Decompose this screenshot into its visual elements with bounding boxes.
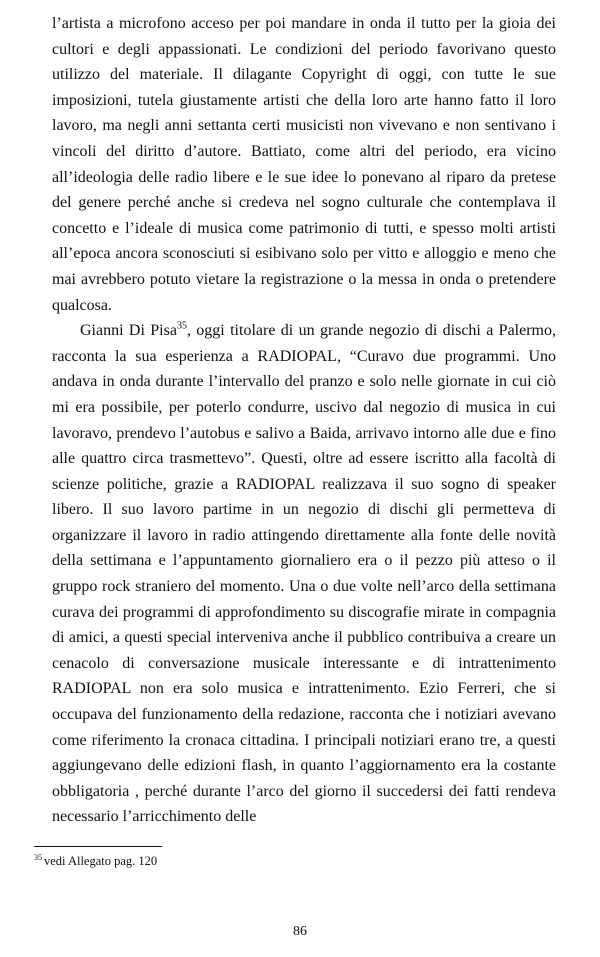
page-number: 86 [293,924,307,939]
footnote-text: vedi Allegato pag. 120 [44,854,158,868]
paragraph-2-lead: Gianni Di Pisa [80,322,177,340]
footnote [34,853,157,869]
footnote-number: 35 [34,852,42,862]
paragraph-2-rest: , oggi titolare di un grande negozio di dischi a Palermo, racconta la sua esperienza a RADIOPAL, “Curavo due programmi. Uno andava in onda durante l’intervallo del pranzo e solo nelle giornate in cui ciò mi era possibile, per poterlo condurre, uscivo dal negozio di musica in cui lavoravo, prendevo l’autobus e salivo a Baida, arrivavo intorno alle due e fino alle quattro circa trasmettevo”. Questi, oltre ad essere iscritto alla facoltà di scienze politiche, grazie a RADIOPAL realizzava il suo sogno di speaker libero. Il suo lavoro partime in un negozio di dischi gli permetteva di organizzare il lavoro in radio attingendo direttamente alla fonte delle novità della settimana e l’appuntamento giornaliero era o il pezzo più atteso o il gruppo rock straniero del momento. Una o due volte nell’arco della settimana curava dei programmi di approfondimento su discografie mirate in compagnia di amici, a questi special interveniva anche il pubblico contribuiva a creare un cenacolo di conversazione musicale interessante e di intrattenimento RADIOPAL non era solo musica e intrattenimento. Ezio Ferreri, che si occupava del funzionamento della redazione, racconta che i notiziari avevano come riferimento la cronaca cittadina. I principali notiziari erano tre, a questi aggiungevano delle edizioni flash, in quanto l’aggiornamento era la costante obbligatoria , perché durante l’arco del giorno il succedersi dei fatti rendeva necessario l’arricchimento delle [52,322,556,826]
paragraph-2 [52,318,556,830]
footnote-reference[interactable]: 35 [176,320,187,332]
body-text [52,11,556,830]
paragraph-1: l’artista a microfono acceso per poi mandare in onda il tutto per la gioia dei cultori e degli appassionati. Le condizioni del periodo favorivano questo utilizzo del materiale. Il dilagante Copyright di oggi, con tutte le sue imposizioni, tutela giustamente artisti che della loro arte hanno fatto il loro lavoro, ma negli anni settanta certi musicisti non vivevano e non sentivano i vincoli del diritto d’autore. Battiato, come altri del periodo, era vicino all’ideologia delle radio libere e le sue idee lo ponevano al riparo da pretese del genere perché anche si credeva nel sogno culturale che contemplava il concetto e l’ideale di musica come patrimonio di tutti, e spesso molti artisti all’epoca ancora sconosciuti si esibivano solo per vitto e alloggio e meno che mai avrebbero potuto vietare la registrazione o la messa in onda o pretendere qualcosa. [52,15,556,314]
footnote-divider [34,846,162,847]
